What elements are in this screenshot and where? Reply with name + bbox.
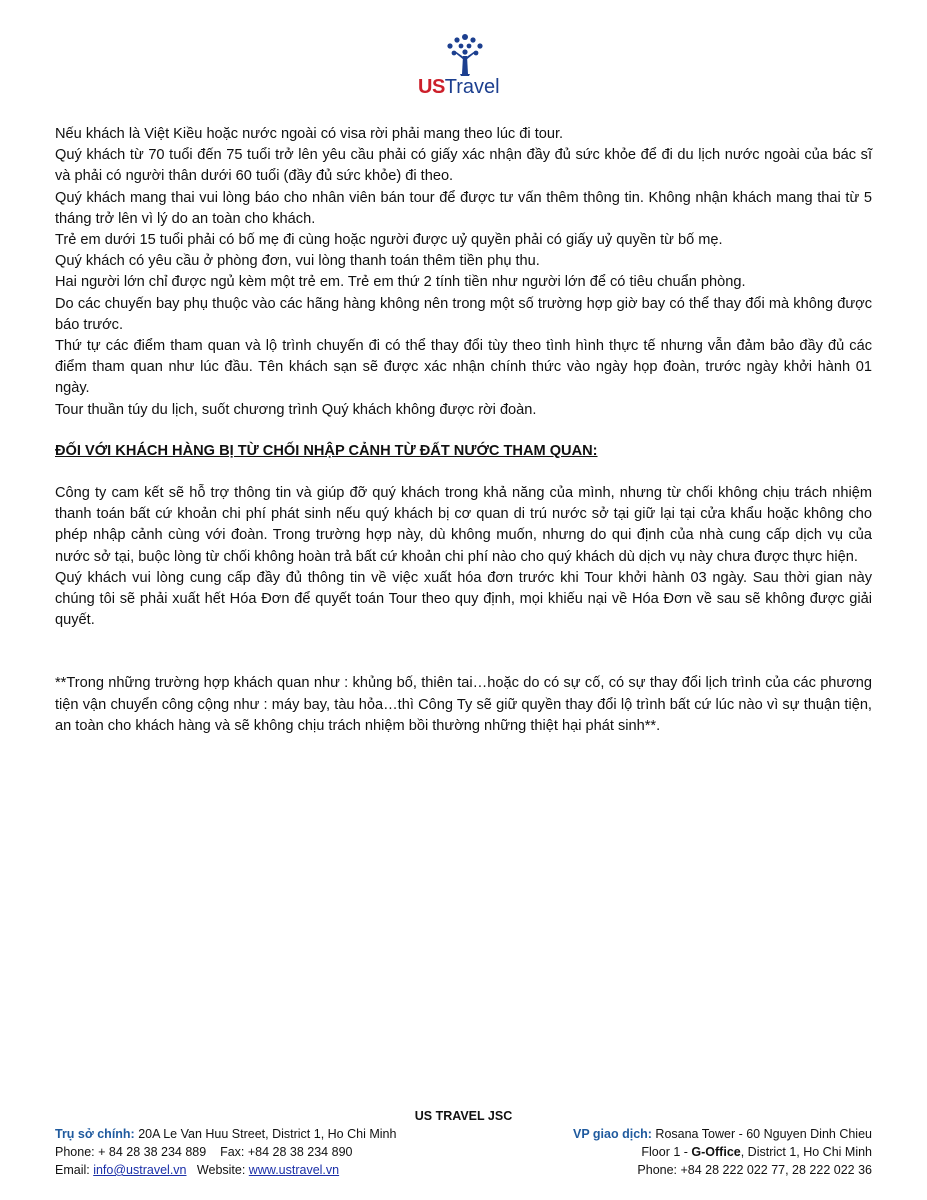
note-paragraph: Do các chuyến bay phụ thuộc vào các hãng hàng không nên trong một số trường hợp giờ bay có thể thay đổi mà không được báo trước. <box>55 295 872 333</box>
note-paragraph: Quý khách từ 70 tuổi đến 75 tuổi trở lên yêu cầu phải có giấy xác nhận đầy đủ sức khỏe để đi du lịch nước ngoài của bác sĩ và phải có người thân dưới 60 tuổi (đầy đủ sức khỏe) đi theo. <box>55 147 872 185</box>
office-floor-prefix: Floor 1 - <box>641 1145 692 1159</box>
website-link[interactable]: www.ustravel.vn <box>248 1163 340 1177</box>
footer-company-name: US TRAVEL JSC <box>414 1109 513 1123</box>
note-paragraph: Trẻ em dưới 15 tuổi phải có bố mẹ đi cùng hoặc người được uỷ quyền phải có giấy uỷ quyền từ bố mẹ. <box>55 232 723 249</box>
section-paragraph: Quý khách vui lòng cung cấp đầy đủ thông tin về việc xuất hóa đơn trước khi Tour khởi hành 03 ngày. Sau thời gian này chúng tôi sẽ phải xuất hết Hóa Đơn để quyết toán Tour theo quy định, mọi khiếu nại về Hóa Đơn về sau sẽ không được giải quyết. <box>55 569 872 629</box>
website-label: Website: <box>186 1163 249 1177</box>
hq-address: 20A Le Van Huu Street, District 1, Ho Chi Minh <box>134 1127 397 1141</box>
email-label: Email: <box>55 1163 94 1177</box>
logo-us-text: US <box>418 76 445 98</box>
disclaimer-paragraph: **Trong những trường hợp khách quan như : khủng bố, thiên tai…hoặc do có sự cố, có sự thay đổi lịch trình của các phương tiện vận chuyển công cộng như : máy bay, tàu hỏa…thì Công Ty sẽ giữ quyền thay đổi lộ trình bất cứ lúc nào vì sự thuận tiện, an toàn cho khách hàng và sẽ không chịu trách nhiệm bồi thường những thiệt hại phát sinh**. <box>55 675 872 734</box>
office-label: VP giao dịch: <box>573 1127 652 1141</box>
email-link[interactable]: info@ustravel.vn <box>93 1163 187 1177</box>
note-paragraph: Thứ tự các điểm tham quan và lộ trình chuyến đi có thể thay đổi tùy theo tình hình thực tế nhưng vẫn đảm bảo đầy đủ các điểm tham quan như lúc đầu. Tên khách sạn sẽ được xác nhận chính thức vào ngày họp đoàn, trước ngày khởi hành 01 ngày. <box>55 338 872 397</box>
logo-travel-text: Travel <box>444 76 500 98</box>
document-body <box>55 124 872 737</box>
footer-transaction-office <box>573 1125 872 1179</box>
office-floor-name: G-Office <box>691 1145 741 1159</box>
note-paragraph: Hai người lớn chỉ được ngủ kèm một trẻ em. Trẻ em thứ 2 tính tiền như người lớn để có tiêu chuẩn phòng. <box>55 274 746 291</box>
note-paragraph: Quý khách mang thai vui lòng báo cho nhân viên bán tour để được tư vấn thêm thông tin. Không nhận khách mang thai từ 5 tháng trở lên vì lý do an toàn cho khách. <box>55 189 872 227</box>
note-paragraph: Quý khách có yêu cầu ở phòng đơn, vui lòng thanh toán thêm tiền phụ thu. <box>55 253 540 270</box>
hq-label: Trụ sở chính: <box>55 1127 135 1141</box>
section-heading: ĐỐI VỚI KHÁCH HÀNG BỊ TỪ CHỐI NHẬP CẢNH TỪ ĐẤT NƯỚC THAM QUAN: <box>55 442 598 459</box>
office-phone: Phone: +84 28 222 022 77, 28 222 022 36 <box>637 1163 872 1177</box>
logo-wordmark <box>418 76 500 99</box>
hq-phone-fax: Phone: + 84 28 38 234 889 Fax: +84 28 38 234 890 <box>55 1145 353 1159</box>
us-travel-logo <box>410 32 520 102</box>
office-floor-suffix: , District 1, Ho Chi Minh <box>740 1145 872 1159</box>
note-paragraph: Tour thuần túy du lịch, suốt chương trình Quý khách không được rời đoàn. <box>55 401 537 418</box>
office-address: Rosana Tower - 60 Nguyen Dinh Chieu <box>651 1127 872 1141</box>
tree-people-icon <box>442 32 488 78</box>
note-paragraph: Nếu khách là Việt Kiều hoặc nước ngoài có visa rời phải mang theo lúc đi tour. <box>55 126 564 142</box>
section-paragraph: Công ty cam kết sẽ hỗ trợ thông tin và giúp đỡ quý khách trong khả năng của mình, nhưng từ chối không chịu trách nhiệm thanh toán bất cứ khoản chi phí phát sinh nếu quý khách bị cơ quan di trú nước sở tại giữ lại tại cửa khẩu hoặc không cho phép nhập cảnh cùng với đoàn. Trong trường hợp này, dù không muốn, nhưng do qui định của nhà cung cấp dịch vụ của nước sở tại, buộc lòng từ chối không hoàn trả bất cứ khoản chi phí nào cho quý khách dù dịch vụ này chưa được thực hiện. <box>55 485 872 565</box>
footer-head-office <box>55 1125 396 1179</box>
page-footer <box>55 1107 872 1179</box>
